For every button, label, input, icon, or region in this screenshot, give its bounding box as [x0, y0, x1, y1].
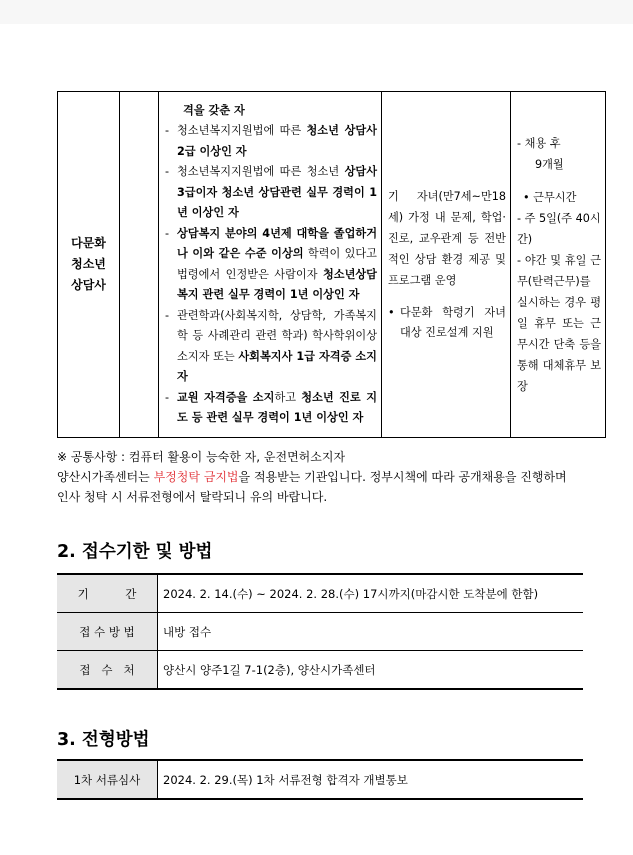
dash-marker: - — [165, 226, 170, 240]
info-label: 기 간 — [57, 574, 158, 613]
position-name-cell — [58, 92, 120, 438]
duty-bullet-text: 다문화 학령기 자녀 대상 진로설계 지원 — [400, 305, 506, 339]
info-label: 접 수 방 법 — [57, 613, 158, 651]
table-row — [57, 760, 583, 799]
dash-marker — [165, 101, 177, 122]
notice-text: 양산시가족센터는 — [57, 470, 154, 484]
qualification-run: 청소년상담복지 관련 실무 경력이 1년 이상인 자 — [177, 267, 377, 301]
position-name-line: 다문화 — [71, 236, 106, 250]
position-table — [57, 91, 606, 438]
table-row — [57, 651, 583, 690]
table-row — [58, 92, 606, 438]
qualification-text — [177, 306, 377, 388]
blank-cell — [120, 92, 159, 438]
qualification-run: 청소년복지지원법에 따른 — [177, 124, 307, 137]
info-value: 2024. 2. 29.(목) 1차 서류전형 합격자 개별통보 — [158, 760, 584, 799]
selection-info-table — [57, 759, 583, 800]
notice-text: 을 적용받는 기관입니다. 정부시책에 따라 공개채용을 진행하며 인사 청탁 시 서류전형에서 탈락되니 유의 바랍니다. — [57, 470, 567, 504]
qualification-run: 청소년 상담사 2급 이상인 자 — [177, 124, 377, 158]
qualification-run: 교원 자격증을 소지 — [177, 390, 275, 404]
info-value: 2024. 2. 14.(수) ~ 2024. 2. 28.(수) 17시까지(마감시한 도착분에 한함) — [158, 574, 584, 613]
qualification-run: 학력이 있다고 법령에서 인정받은 사람이자 — [177, 247, 377, 281]
bullet-icon: • — [388, 305, 395, 319]
dash-marker: - — [165, 390, 170, 404]
qualification-item — [165, 306, 377, 388]
qualification-run: 관련학과(사회복지학, 상담학, 가족복지학 등 사례관리 관련 학과) 학사학위이상 소지자 또는 — [177, 308, 377, 363]
dash-marker: - — [165, 124, 170, 137]
anti-graft-law-highlight: 부정청탁 금지법 — [153, 470, 239, 484]
duty-bullet — [388, 303, 506, 344]
qualification-run: 격을 갖춘 자 — [183, 103, 245, 117]
qualification-run: 청소년 진로 지도 등 관련 실무 경력이 1년 이상인 자 — [177, 390, 378, 424]
info-label: 접 수 처 — [57, 651, 158, 690]
duty-cell — [382, 92, 511, 438]
top-bar — [0, 0, 633, 24]
table-row — [57, 613, 583, 651]
work-hours-item: - 주 5일(주 40시간) — [517, 211, 601, 246]
notice-block — [57, 447, 581, 507]
work-hours-title: • 근무시간 — [523, 190, 577, 204]
position-name-line: 청소년 — [71, 257, 106, 271]
common-requirements: ※ 공통사항 : 컴퓨터 활용이 능숙한 자, 운전면허소지자 — [57, 450, 346, 464]
info-value: 양산시 양주1길 7-1(2층), 양산시가족센터 — [158, 651, 584, 690]
section-2-title: 2. 접수기한 및 방법 — [57, 542, 213, 562]
qualification-item — [165, 224, 377, 306]
table-row — [57, 574, 583, 613]
qualification-text — [177, 121, 377, 162]
hire-period-line: - 채용 후 — [517, 136, 561, 150]
qualification-text — [177, 101, 377, 122]
dash-marker: - — [165, 165, 170, 178]
qualification-run: 사회복지사 1급 자격증 소지자 — [177, 349, 377, 383]
info-label: 1차 서류심사 — [57, 760, 158, 799]
duty-text: 기 자녀(만7세~만18세) 가정 내 문제, 학업·진로, 교우관계 등 전반적인 상담 환경 제공 및 프로그램 운영 — [388, 189, 506, 287]
info-value: 내방 접수 — [158, 613, 584, 651]
qualification-run: 상담복지 분야의 4년제 대학을 졸업하거나 이와 같은 수준 이상의 — [177, 226, 377, 260]
qualification-item — [165, 388, 377, 429]
qualification-item — [165, 162, 377, 224]
qualification-run: 상담사 3급이자 청소년 상담관련 실무 경력이 1년 이상인 자 — [177, 165, 377, 219]
qualification-item — [165, 101, 377, 122]
dash-marker: - — [165, 308, 170, 322]
qualification-run: 청소년복지지원법에 따른 청소년 — [177, 165, 345, 178]
work-hours-item: - 야간 및 휴일 근무(탄력근무)를 실시하는 경우 평일 휴무 또는 근무시간 단축 등을 통해 대체휴무 보장 — [517, 253, 601, 393]
qualification-text — [177, 162, 377, 224]
qualification-run: 하고 — [274, 390, 302, 404]
anti-graft-notice — [57, 467, 581, 507]
qualification-text — [177, 224, 377, 306]
hire-period-line: 9개월 — [535, 157, 564, 171]
qualification-cell — [159, 92, 382, 438]
position-name-line: 상담사 — [71, 278, 106, 292]
section-3-title: 3. 전형방법 — [57, 730, 150, 750]
application-info-table — [57, 573, 583, 690]
qualification-item — [165, 121, 377, 162]
qualification-list — [165, 101, 377, 429]
qualification-text — [177, 388, 377, 429]
condition-cell — [511, 92, 606, 438]
